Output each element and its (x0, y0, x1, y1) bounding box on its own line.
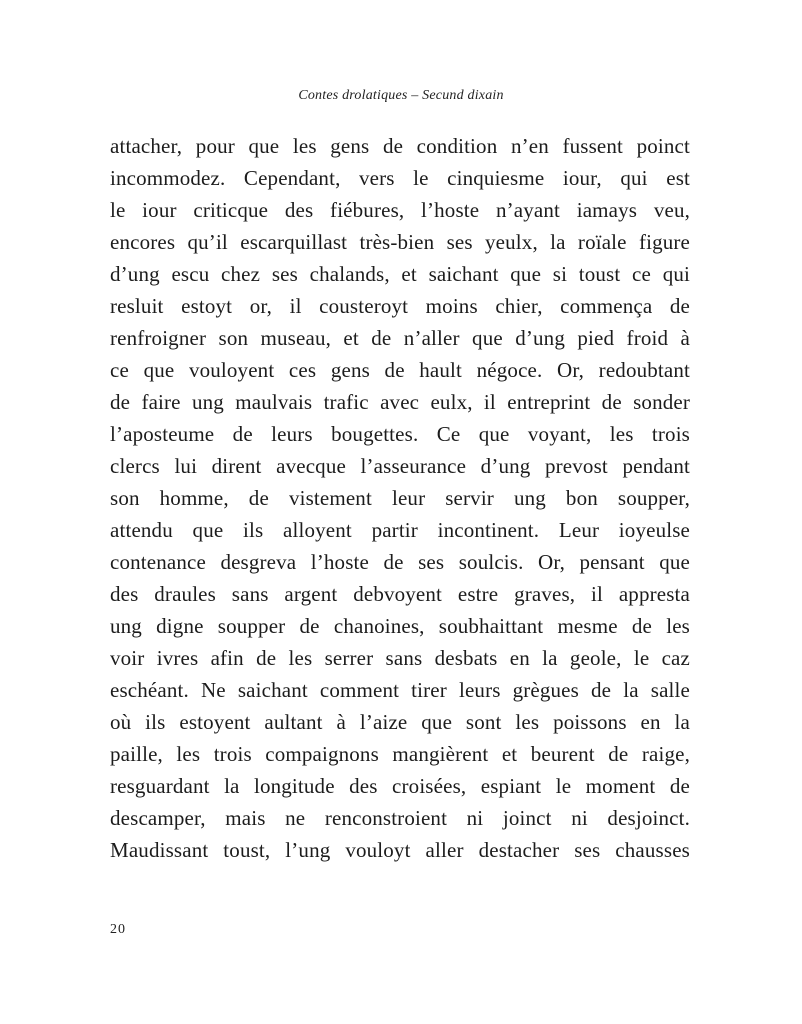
page-number: 20 (110, 922, 126, 937)
text-line: des draules sans argent debvoyent estre graves, il appresta (110, 582, 690, 606)
text-line: encores qu’il escarquillast très-bien ses yeulx, la roïale figure (110, 230, 690, 254)
text-line: attacher, pour que les gens de condition n’en fussent poinct (110, 134, 690, 158)
text-line: l’aposteume de leurs bougettes. Ce que voyant, les trois (110, 422, 690, 446)
text-line: paille, les trois compaignons mangièrent et beurent de raige, (110, 742, 690, 766)
body-text (110, 130, 690, 866)
text-line: contenance desgreva l’hoste de ses soulcis. Or, pensant que (110, 550, 690, 574)
text-line: ung digne soupper de chanoines, soubhaittant mesme de les (110, 614, 690, 638)
text-line: ce que vouloyent ces gens de hault négoce. Or, redoubtant (110, 358, 690, 382)
text-line: son homme, de vistement leur servir ung bon soupper, (110, 486, 690, 510)
text-line: resluit estoyt or, il cousteroyt moins chier, commença de (110, 294, 690, 318)
text-line: de faire ung maulvais trafic avec eulx, il entreprint de sonder (110, 390, 690, 414)
running-title: Contes drolatiques – Secund dixain (298, 88, 504, 103)
text-line: voir ivres afin de les serrer sans desbats en la geole, le caz (110, 646, 690, 670)
text-line: attendu que ils alloyent partir incontinent. Leur ioyeulse (110, 518, 690, 542)
text-line: eschéant. Ne saichant comment tirer leurs grègues de la salle (110, 678, 690, 702)
text-line: descamper, mais ne renconstroient ni joinct ni desjoinct. (110, 806, 690, 830)
text-line: d’ung escu chez ses chalands, et saichant que si toust ce qui (110, 262, 690, 286)
text-line: le iour criticque des fiébures, l’hoste n’ayant iamays veu, (110, 198, 690, 222)
text-line: Maudissant toust, l’ung vouloyt aller destacher ses chausses (110, 838, 690, 862)
text-line: clercs lui dirent avecque l’asseurance d’ung prevost pendant (110, 454, 690, 478)
text-line: incommodez. Cependant, vers le cinquiesme iour, qui est (110, 166, 690, 190)
text-line: resguardant la longitude des croisées, espiant le moment de (110, 774, 690, 798)
text-line: renfroigner son museau, et de n’aller que d’ung pied froid à (110, 326, 690, 350)
text-line: où ils estoyent aultant à l’aize que sont les poissons en la (110, 710, 690, 734)
